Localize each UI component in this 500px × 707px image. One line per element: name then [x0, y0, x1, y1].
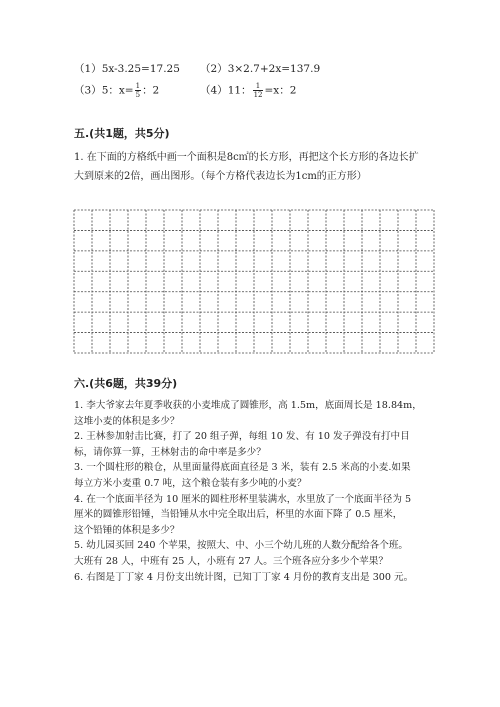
- question-line: 这堆小麦的体积是多少？: [74, 415, 180, 427]
- equation-2: [200, 61, 320, 76]
- square-grid: [73, 209, 435, 354]
- equation-text: 5x-3.25=17.25: [101, 63, 180, 75]
- fraction-denominator: 5: [135, 91, 141, 99]
- fraction-numerator: 1: [253, 82, 264, 91]
- question-line: 大班有 28 人，中班有 25 人，小班有 27 人。三个班各应分多少个苹果？: [74, 555, 388, 567]
- section-5-title: 五.(共1题，共5分): [74, 127, 170, 140]
- question-line: 1. 李大爷家去年夏季收获的小麦堆成了圆锥形，高 1.5m，底面周长是 18.84m，: [74, 400, 422, 411]
- question-line: 1. 在下面的方格纸中画一个面积是8c㎡的长方形，再把这个长方形的各边长扩: [74, 152, 419, 163]
- question-line: 6. 右图是丁丁家 4 月份支出统计图，已知丁丁家 4 月份的教育支出是 300 元。: [74, 571, 414, 583]
- question-line: 每立方米小麦重 0.7 吨，这个粮仓装有多少吨的小麦？: [74, 477, 307, 489]
- question-line: 大到原来的2倍，画出图形。（每个方格代表边长为1cm的正方形）: [74, 171, 367, 182]
- equation-suffix: =x：2: [264, 84, 297, 97]
- equation-prefix: 5：x=: [101, 84, 134, 97]
- question-line: 这个铅锤的体积是多少？: [74, 524, 180, 536]
- equation-number: （4）: [200, 84, 228, 97]
- question-line: 2. 王林参加射击比赛，打了 20 组子弹，每组 10 发、有 10 发子弹没有打中目: [74, 431, 410, 443]
- fraction: [253, 82, 264, 99]
- equation-number: （2）: [200, 63, 228, 75]
- fraction-denominator: 12: [253, 91, 263, 99]
- fraction-numerator: 1: [135, 82, 141, 90]
- question-line: 5. 幼儿园买回 240 个苹果，按照大、中、小三个幼儿班的人数分配给各个班。: [74, 540, 409, 552]
- section-5-question: [74, 148, 419, 186]
- equation-prefix: 11：: [227, 84, 252, 97]
- section-6-questions: [74, 398, 422, 585]
- question-line: 3. 一个圆柱形的粮仓，从里面量得底面直径是 3 米，装有 2.5 米高的小麦.如果: [74, 462, 411, 474]
- equation-4: [200, 82, 296, 99]
- equation-suffix: ：2: [142, 84, 160, 97]
- question-line: 4. 在一个底面半径为 10 厘米的圆柱形杯里装满水，水里放了一个底面半径为 5: [74, 493, 412, 505]
- question-line: 标，请你算一算，王林射击的命中率是多少？: [74, 446, 266, 458]
- equation-1: [74, 61, 180, 76]
- question-line: 厘米的圆锥形铅锤，当铅锤从水中完全取出后，杯里的水面下降了 0.5 厘米，: [74, 509, 403, 521]
- section-6-title: 六.(共6题，共39分): [74, 377, 178, 390]
- equation-number: （3）: [74, 84, 102, 97]
- equation-3: [74, 82, 159, 99]
- equation-number: （1）: [74, 63, 102, 75]
- fraction: [135, 82, 141, 99]
- equation-text: 3×2.7+2x=137.9: [227, 63, 321, 75]
